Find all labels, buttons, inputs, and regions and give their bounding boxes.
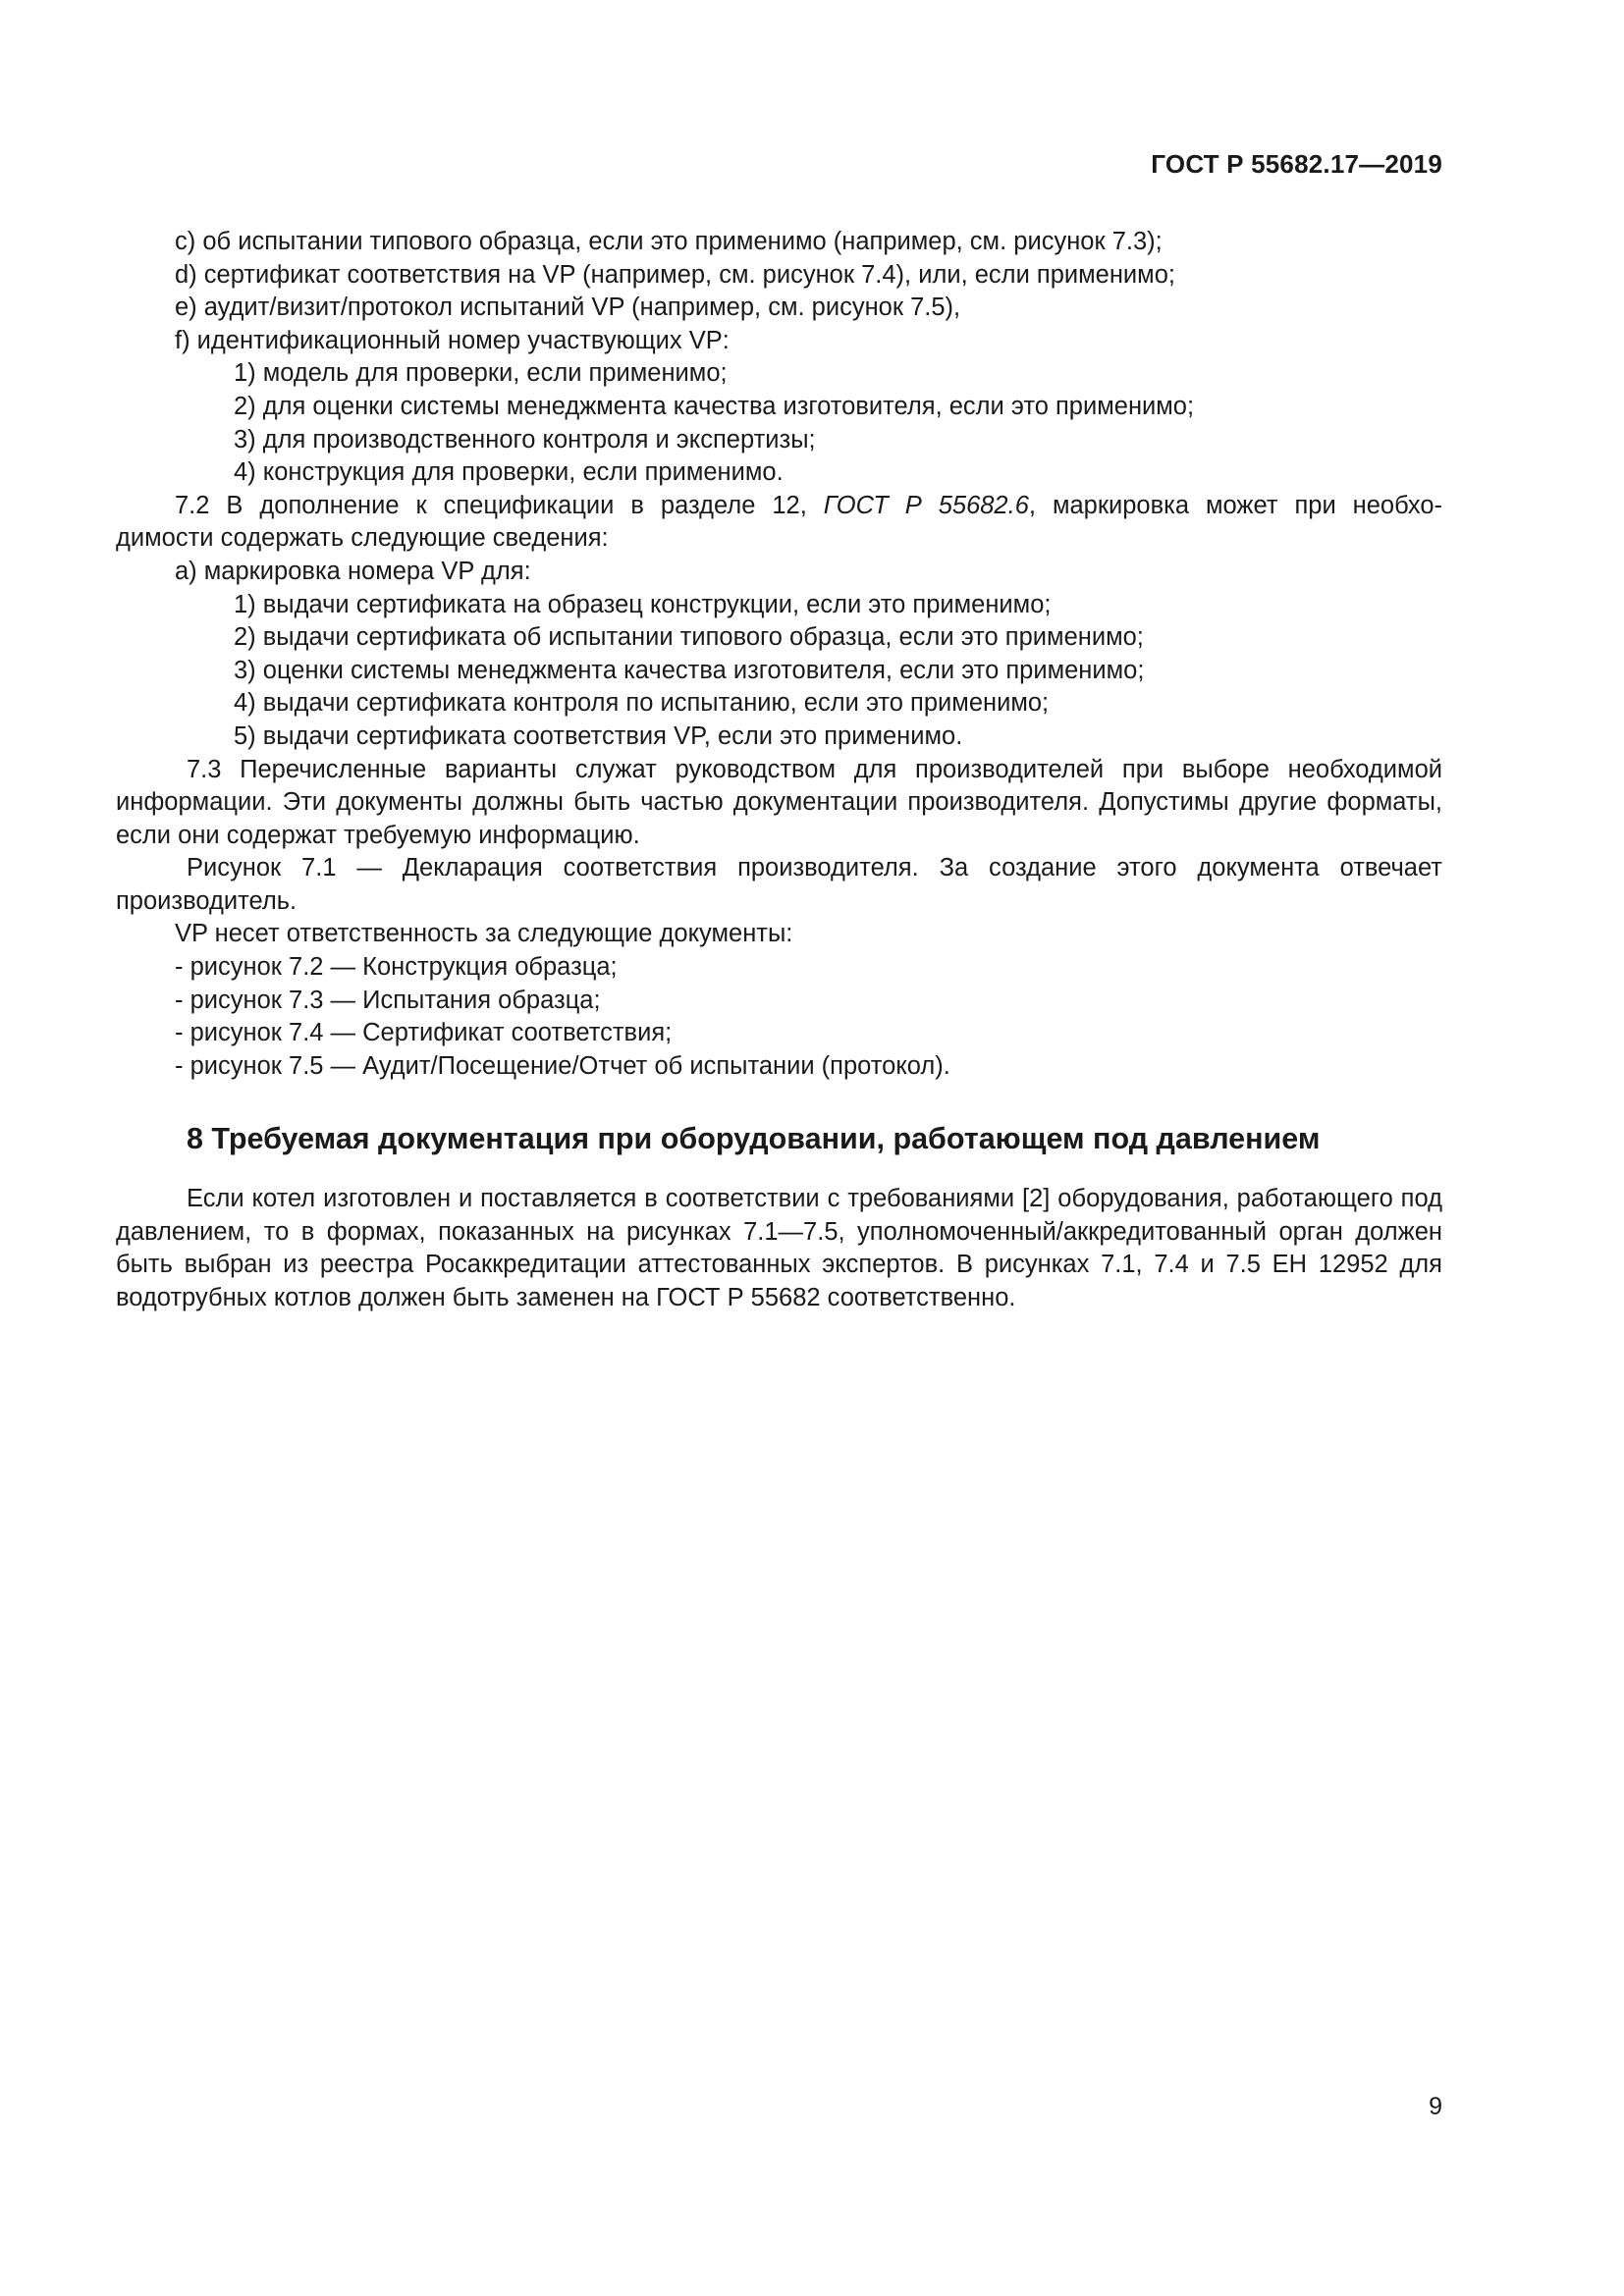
list-item-e: e) аудит/визит/протокол испытаний VP (например, см. рисунок 7.5), — [175, 294, 961, 322]
clause-7-2-line2: димости содержать следующие сведения: — [116, 524, 609, 553]
list-item-f: f) идентификационный номер участвующих VP: — [175, 326, 730, 354]
vp-responsibility-item-7-5: - рисунок 7.5 — Аудит/Посещение/Отчет об испытании (протокол). — [175, 1051, 950, 1080]
page-number: 9 — [1429, 2093, 1442, 2120]
list-item-d: d) сертификат соответствия на VP (например, см. рисунок 7.4), или, если применимо; — [175, 260, 1175, 289]
figure-7-1-note: Рисунок 7.1 — Декларация соответствия производителя. За создание этого документа отвечает производитель. — [116, 854, 1442, 915]
f-subitem-1: 1) модель для проверки, если применимо; — [234, 359, 728, 388]
f-subitem-4: 4) конструкция для проверки, если применимо. — [234, 458, 784, 487]
clause-7-2-start: 7.2 В дополнение к спецификации в разделе 12, — [175, 491, 824, 519]
clause-7-2-item-a: a) маркировка номера VP для: — [175, 557, 531, 585]
vp-responsibility-item-7-2: - рисунок 7.2 — Конструкция образца; — [175, 953, 618, 982]
a-subitem-5: 5) выдачи сертификата соответствия VP, если это применимо. — [234, 721, 963, 750]
f-subitem-3: 3) для производственного контроля и экспертизы; — [234, 425, 816, 454]
main-body — [116, 226, 1442, 1083]
clause-7-2-line1 — [116, 490, 1442, 523]
running-header-standard-code: ГОСТ Р 55682.17—2019 — [1151, 149, 1442, 179]
clause-7-3-paragraph: 7.3 Перечисленные варианты служат руководством для производителей при выборе необходимой информации. Эти документы должны быть частью документации производителя. Допустимы другие форматы, если они содержат требуемую информацию. — [116, 755, 1442, 849]
vp-responsibility-item-7-4: - рисунок 7.4 — Сертификат соответствия; — [175, 1019, 673, 1047]
a-subitem-4: 4) выдачи сертификата контроля по испытанию, если это применимо; — [234, 689, 1050, 718]
section-8-heading: 8 Требуемая документация при оборудовании, работающем под давлением — [187, 1122, 1321, 1155]
section-8-paragraph: Если котел изготовлен и поставляется в соответствии с требованиями [2] оборудования, работающего под давлением, то в формах, показанных на рисунках 7.1—7.5, уполномоченный/аккредитованный орган должен быть выбран из реестра Росаккредитации аттестованных экспертов. В рисунках 7.1, 7.4 и 7.5 ЕН 12952 для водотрубных котлов должен быть заменен на ГОСТ Р 55682 соответственно. — [116, 1185, 1442, 1311]
f-subitem-2: 2) для оценки системы менеджмента качества изготовителя, если это применимо; — [234, 392, 1195, 420]
a-subitem-2: 2) выдачи сертификата об испытании типового образца, если это применимо; — [234, 623, 1144, 652]
vp-responsibility-intro: VP несет ответственность за следующие документы: — [175, 920, 793, 948]
a-subitem-1: 1) выдачи сертификата на образец конструкции, если это применимо; — [234, 590, 1052, 618]
section-8-body — [116, 1183, 1442, 1314]
clause-7-2-end: , маркировка может при необхо- — [1028, 491, 1443, 519]
clause-7-2-reference: ГОСТ Р 55682.6 — [823, 491, 1029, 519]
list-item-c: c) об испытании типового образца, если это применимо (например, см. рисунок 7.3); — [175, 228, 1163, 255]
a-subitem-3: 3) оценки системы менеджмента качества изготовителя, если это применимо; — [234, 656, 1145, 684]
vp-responsibility-item-7-3: - рисунок 7.3 — Испытания образца; — [175, 986, 601, 1014]
